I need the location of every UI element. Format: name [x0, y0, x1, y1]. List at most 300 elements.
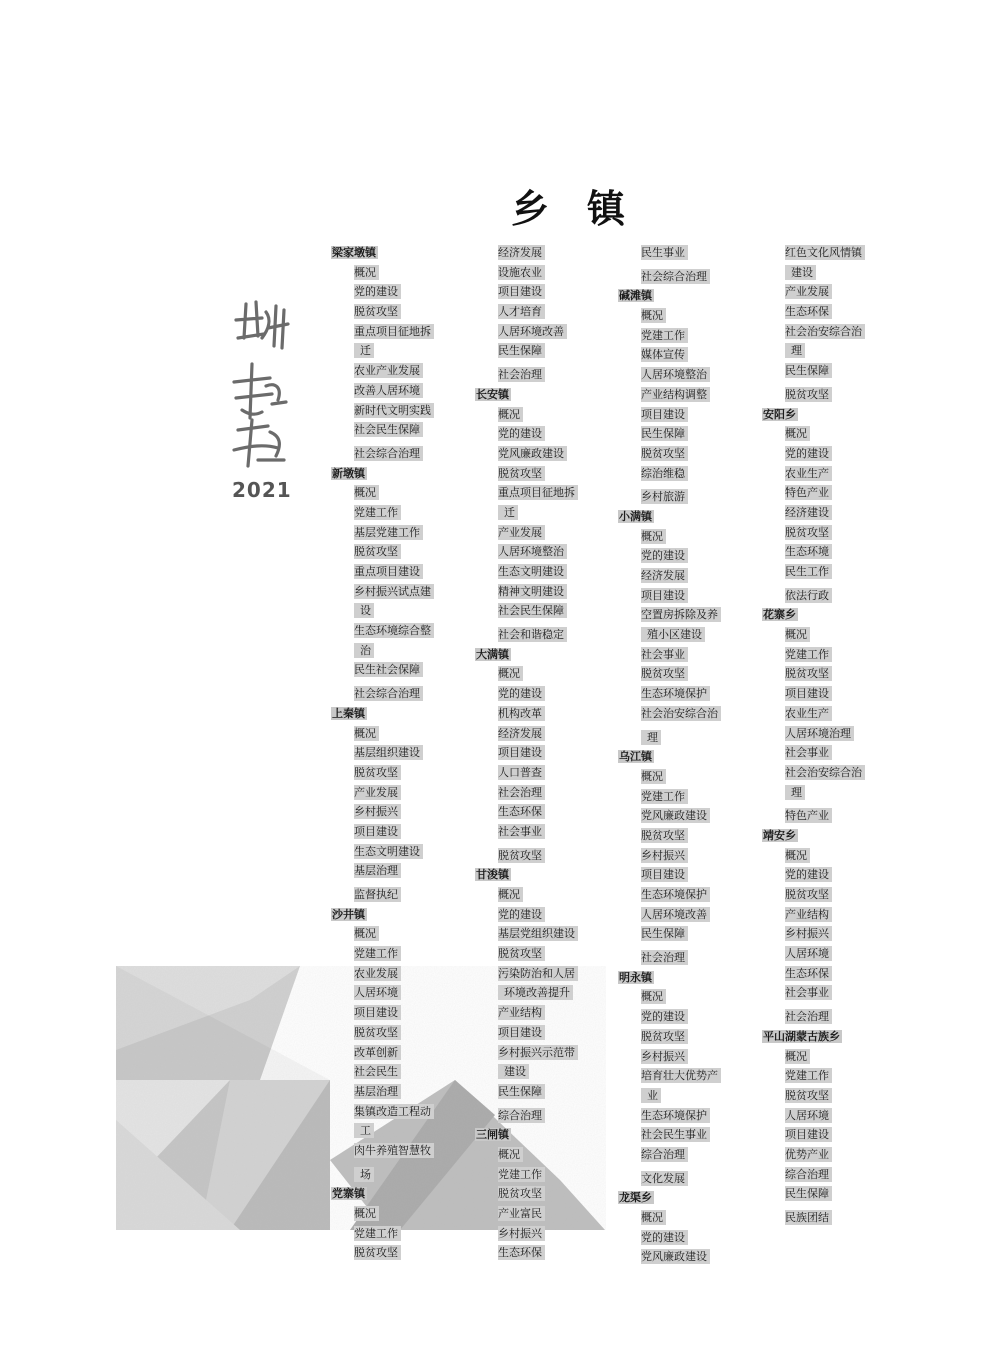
- toc-entry-label: 生态环保: [785, 304, 832, 319]
- toc-entry-label: 社会治安综合治: [785, 324, 865, 339]
- toc-entry-label: 人居环境整治: [498, 544, 567, 559]
- toc-entry-label: 概况: [641, 529, 666, 544]
- toc-entry: [762, 361, 907, 381]
- toc-entry: [475, 964, 620, 984]
- toc-town-heading: [331, 464, 476, 484]
- toc-entry-label: 党建工作: [354, 1226, 401, 1241]
- toc-entry: [618, 1145, 763, 1165]
- toc-entry: [331, 1043, 476, 1063]
- toc-entry-label: 综合治理: [785, 1167, 832, 1182]
- toc-entry-label: 理: [785, 343, 805, 358]
- toc-entry: [331, 842, 476, 862]
- toc-entry: [762, 542, 907, 562]
- toc-entry-label: 党的建设: [354, 284, 401, 299]
- toc-entry: [618, 464, 763, 484]
- toc-entry: [762, 1047, 907, 1067]
- toc-entry-label: 社会事业: [785, 745, 832, 760]
- toc-entry-label: 项目建设: [498, 284, 545, 299]
- toc-entry-label: 经济建设: [785, 505, 832, 520]
- toc-entry-label: 党风廉政建设: [641, 808, 710, 823]
- toc-entry-label: 综合治理: [641, 1147, 688, 1162]
- toc-town-heading: [762, 605, 907, 625]
- toc-town-label: 新墩镇: [332, 466, 365, 480]
- toc-entry: [475, 842, 620, 866]
- toc-entry: [331, 660, 476, 680]
- toc-entry: [475, 1204, 620, 1224]
- toc-entry: [762, 582, 907, 606]
- toc-town-heading: [475, 865, 620, 885]
- toc-entry: [331, 743, 476, 763]
- toc-entry-label: 理: [785, 785, 805, 800]
- toc-entry: [618, 566, 763, 586]
- toc-entry: [618, 1047, 763, 1067]
- toc-entry: [762, 625, 907, 645]
- toc-entry-label: 乡村振兴: [498, 1226, 545, 1241]
- toc-entry-label: 社会民生事业: [641, 1127, 710, 1142]
- toc-entry: [618, 846, 763, 866]
- toc-entry-label: 综合治理: [498, 1108, 545, 1123]
- toc-entry-label: 集镇改造工程动: [354, 1104, 434, 1119]
- toc-entry: [331, 822, 476, 842]
- toc-entry: [331, 1204, 476, 1224]
- toc-entry: [762, 302, 907, 322]
- toc-entry: [331, 1161, 476, 1185]
- toc-town-heading: [331, 1184, 476, 1204]
- toc-entry: [762, 846, 907, 866]
- toc-entry-label: 人居环境: [785, 946, 832, 961]
- toc-entry: [331, 361, 476, 381]
- toc-entry: [331, 802, 476, 822]
- toc-entry-label: 民生保障: [785, 363, 832, 378]
- toc-entry-label: 民生社会保障: [354, 662, 423, 677]
- toc-entry: [618, 1086, 763, 1106]
- toc-entry: [618, 664, 763, 684]
- toc-entry-label: 社会治安综合治: [641, 706, 721, 721]
- toc-entry: [762, 1106, 907, 1126]
- toc-entry-label: 党的建设: [498, 426, 545, 441]
- toc-entry-label: 生态环境保护: [641, 1108, 710, 1123]
- toc-entry: [475, 341, 620, 361]
- toc-entry: [331, 641, 476, 661]
- toc-entry-label: 党的建设: [498, 686, 545, 701]
- toc-entry: [475, 743, 620, 763]
- toc-town-heading: [762, 405, 907, 425]
- toc-entry-label: 项目建设: [785, 1127, 832, 1142]
- toc-entry-label: 社会和谐稳定: [498, 627, 567, 642]
- toc-entry: [618, 243, 763, 263]
- toc-entry: [762, 865, 907, 885]
- toc-entry-label: 监督执纪: [354, 887, 401, 902]
- toc-entry-label: 概况: [641, 989, 666, 1004]
- toc-entry: [762, 704, 907, 724]
- toc-entry-label: 文化发展: [641, 1171, 688, 1186]
- toc-entry: [331, 1023, 476, 1043]
- toc-entry: [475, 1145, 620, 1165]
- toc-entry-label: 党的建设: [641, 1230, 688, 1245]
- toc-entry-label: 脱贫攻坚: [641, 666, 688, 681]
- toc-entry-label: 脱贫攻坚: [354, 1025, 401, 1040]
- toc-entry: [475, 562, 620, 582]
- toc-entry: [618, 1027, 763, 1047]
- toc-entry-label: 概况: [641, 1210, 666, 1225]
- toc-entry-label: 概况: [354, 485, 379, 500]
- toc-entry-label: 民生事业: [641, 245, 688, 260]
- toc-entry-label: 人居环境: [354, 985, 401, 1000]
- toc-entry: [618, 326, 763, 346]
- toc-entry-label: 乡村振兴: [641, 1049, 688, 1064]
- toc-town-heading: [331, 704, 476, 724]
- toc-town-heading: [331, 905, 476, 925]
- toc-entry-label: 特色产业: [785, 485, 832, 500]
- toc-entry: [762, 684, 907, 704]
- toc-entry: [618, 625, 763, 645]
- toc-town-heading: [762, 1027, 907, 1047]
- toc-entry-label: 生态文明建设: [354, 844, 423, 859]
- toc-entry-label: 乡村振兴试点建: [354, 584, 434, 599]
- toc-entry-label: 空置房拆除及养: [641, 607, 721, 622]
- toc-town-heading: [762, 826, 907, 846]
- toc-entry: [331, 562, 476, 582]
- toc-entry-label: 人居环境改善: [498, 324, 567, 339]
- toc-entry-label: 建设: [785, 265, 816, 280]
- toc-entry: [475, 763, 620, 783]
- toc-entry-label: 民生工作: [785, 564, 832, 579]
- toc-entry: [331, 582, 476, 602]
- toc-entry-label: 脱贫攻坚: [498, 1186, 545, 1201]
- toc-entry-label: 依法行政: [785, 588, 832, 603]
- toc-entry-label: 重点项目征地拆: [354, 324, 434, 339]
- toc-town-label: 龙渠乡: [619, 1191, 652, 1205]
- toc-entry-label: 民生保障: [641, 426, 688, 441]
- toc-entry-label: 生态环境保护: [641, 686, 710, 701]
- toc-entry: [475, 905, 620, 925]
- toc-entry-label: 脱贫攻坚: [354, 765, 401, 780]
- toc-entry-label: 设: [354, 603, 374, 618]
- toc-entry: [762, 1165, 907, 1185]
- toc-entry-label: 民生保障: [641, 926, 688, 941]
- toc-town-label: 平山湖蒙古族乡: [763, 1029, 840, 1043]
- toc-entry-label: 社会综合治理: [641, 269, 710, 284]
- toc-entry-label: 项目建设: [785, 686, 832, 701]
- toc-entry: [618, 1066, 763, 1086]
- toc-entry-label: 基层组织建设: [354, 745, 423, 760]
- toc-entry-label: 建设: [498, 1064, 529, 1079]
- toc-entry: [331, 523, 476, 543]
- toc-entry-label: 人口普查: [498, 765, 545, 780]
- toc-entry-label: 迁: [354, 343, 374, 358]
- toc-entry-label: 社会民生保障: [498, 603, 567, 618]
- toc-entry: [618, 1165, 763, 1189]
- toc-column-3: [618, 243, 763, 1267]
- toc-town-label: 沙井镇: [332, 907, 365, 921]
- toc-entry-label: 基层党组织建设: [498, 926, 578, 941]
- toc-entry: [762, 924, 907, 944]
- toc-entry: [762, 905, 907, 925]
- toc-entry-label: 治: [354, 643, 374, 658]
- toc-entry: [331, 322, 476, 342]
- toc-entry: [762, 322, 907, 342]
- toc-entry-label: 产业结构: [498, 1005, 545, 1020]
- toc-entry-label: 概况: [498, 887, 523, 902]
- toc-entry-label: 概况: [785, 848, 810, 863]
- toc-entry: [762, 523, 907, 543]
- toc-entry-label: 社会治理: [498, 785, 545, 800]
- toc-entry-label: 党的建设: [785, 867, 832, 882]
- toc-town-label: 碱滩镇: [619, 289, 652, 303]
- toc-entry: [475, 1062, 620, 1082]
- toc-entry: [762, 763, 907, 783]
- toc-entry: [331, 680, 476, 704]
- page-title: 乡镇: [510, 186, 663, 231]
- toc-entry: [331, 964, 476, 984]
- toc-entry: [331, 1082, 476, 1102]
- toc-entry: [331, 420, 476, 440]
- toc-entry-label: 社会治理: [498, 367, 545, 382]
- toc-entry: [762, 444, 907, 464]
- toc-entry-label: 重点项目建设: [354, 564, 423, 579]
- toc-entry: [762, 645, 907, 665]
- toc-entry-label: 脱贫攻坚: [785, 387, 832, 402]
- toc-entry: [618, 767, 763, 787]
- toc-entry: [475, 1184, 620, 1204]
- toc-entry: [762, 1125, 907, 1145]
- toc-entry: [618, 306, 763, 326]
- toc-entry: [475, 684, 620, 704]
- toc-entry: [331, 724, 476, 744]
- toc-entry: [475, 783, 620, 803]
- toc-entry: [762, 483, 907, 503]
- toc-entry-label: 场: [354, 1167, 374, 1182]
- toc-entry: [331, 341, 476, 361]
- toc-entry-label: 机构改革: [498, 706, 545, 721]
- toc-entry: [618, 424, 763, 444]
- toc-entry: [331, 401, 476, 421]
- toc-entry-label: 概况: [498, 407, 523, 422]
- toc-entry-label: 设施农业: [498, 265, 545, 280]
- toc-entry: [762, 1003, 907, 1027]
- toc-town-label: 党寨镇: [332, 1187, 365, 1201]
- toc-entry: [618, 405, 763, 425]
- toc-town-heading: [618, 1188, 763, 1208]
- toc-entry: [618, 345, 763, 365]
- toc-entry: [475, 1023, 620, 1043]
- toc-entry: [762, 802, 907, 826]
- toc-entry: [331, 282, 476, 302]
- toc-entry: [618, 444, 763, 464]
- toc-entry-label: 项目建设: [641, 588, 688, 603]
- toc-entry: [475, 405, 620, 425]
- toc-entry-label: 经济发展: [641, 568, 688, 583]
- toc-entry-label: 农业生产: [785, 466, 832, 481]
- toc-entry-label: 社会事业: [785, 985, 832, 1000]
- toc-entry-label: 产业结构调整: [641, 387, 710, 402]
- toc-town-heading: [618, 286, 763, 306]
- toc-entry-label: 社会民生: [354, 1064, 401, 1079]
- toc-entry: [475, 621, 620, 645]
- toc-entry: [475, 924, 620, 944]
- toc-entry-label: 党建工作: [785, 1068, 832, 1083]
- toc-entry-label: 项目建设: [498, 1025, 545, 1040]
- toc-entry: [331, 1102, 476, 1122]
- toc-entry: [331, 1003, 476, 1023]
- toc-entry: [618, 826, 763, 846]
- toc-town-label: 三闸镇: [476, 1128, 509, 1142]
- toc-entry: [618, 987, 763, 1007]
- toc-entry: [618, 586, 763, 606]
- toc-entry: [618, 546, 763, 566]
- toc-entry-label: 基层党建工作: [354, 525, 423, 540]
- toc-town-heading: [475, 1125, 620, 1145]
- toc-entry: [475, 464, 620, 484]
- toc-entry-label: 概况: [641, 769, 666, 784]
- toc-entry: [762, 424, 907, 444]
- toc-entry: [618, 924, 763, 944]
- toc-entry: [331, 621, 476, 641]
- toc-entry-label: 基层治理: [354, 1084, 401, 1099]
- toc-entry-label: 乡村振兴: [354, 804, 401, 819]
- toc-entry: [475, 664, 620, 684]
- toc-entry-label: 乡村振兴示范带: [498, 1045, 578, 1060]
- toc-entry: [618, 1247, 763, 1267]
- toc-entry-label: 概况: [354, 926, 379, 941]
- toc-entry: [331, 861, 476, 881]
- toc-entry: [762, 783, 907, 803]
- toc-entry-label: 概况: [498, 1147, 523, 1162]
- toc-entry-label: 社会治理: [785, 1009, 832, 1024]
- toc-entry: [618, 684, 763, 704]
- toc-entry-label: 脱贫攻坚: [785, 1088, 832, 1103]
- toc-entry: [618, 806, 763, 826]
- toc-town-label: 安阳乡: [763, 407, 796, 421]
- toc-entry-label: 殖小区建设: [641, 627, 705, 642]
- toc-entry: [618, 385, 763, 405]
- toc-entry: [762, 1184, 907, 1204]
- toc-entry: [618, 483, 763, 507]
- toc-entry: [475, 704, 620, 724]
- toc-entry: [331, 302, 476, 322]
- toc-entry: [618, 1125, 763, 1145]
- toc-entry: [762, 243, 907, 263]
- toc-entry-label: 改善人居环境: [354, 383, 423, 398]
- toc-entry: [331, 924, 476, 944]
- toc-entry-label: 民生保障: [498, 1084, 545, 1099]
- toc-entry-label: 概况: [785, 1049, 810, 1064]
- toc-entry: [475, 282, 620, 302]
- toc-entry-label: 党建工作: [641, 789, 688, 804]
- toc-entry: [475, 885, 620, 905]
- toc-entry: [475, 1082, 620, 1102]
- toc-entry: [762, 341, 907, 361]
- toc-entry-label: 社会治理: [641, 950, 688, 965]
- toc-entry-label: 脱贫攻坚: [354, 544, 401, 559]
- toc-town-heading: [475, 385, 620, 405]
- toc-entry-label: 脱贫攻坚: [354, 1245, 401, 1260]
- toc-entry: [762, 964, 907, 984]
- toc-entry: [618, 704, 763, 724]
- toc-entry: [475, 322, 620, 342]
- toc-entry-label: 党建工作: [354, 505, 401, 520]
- toc-entry-label: 概况: [354, 726, 379, 741]
- toc-entry: [618, 1007, 763, 1027]
- toc-entry-label: 社会综合治理: [354, 446, 423, 461]
- logo-year: 2021: [232, 478, 292, 502]
- toc-entry: [618, 865, 763, 885]
- toc-entry-label: 概况: [354, 1206, 379, 1221]
- toc-entry-label: 脱贫攻坚: [641, 446, 688, 461]
- toc-entry: [762, 1204, 907, 1228]
- toc-entry-label: 人居环境: [785, 1108, 832, 1123]
- toc-entry: [618, 527, 763, 547]
- toc-entry: [618, 645, 763, 665]
- toc-entry: [762, 885, 907, 905]
- toc-entry-label: 生态文明建设: [498, 564, 567, 579]
- toc-entry-label: 生态环保: [498, 1245, 545, 1260]
- toc-entry-label: 产业发展: [785, 284, 832, 299]
- toc-entry-label: 社会民生保障: [354, 422, 423, 437]
- toc-town-label: 明永镇: [619, 970, 652, 984]
- toc-entry: [618, 605, 763, 625]
- toc-entry: [331, 1141, 476, 1161]
- toc-entry-label: 脱贫攻坚: [641, 1029, 688, 1044]
- toc-entry: [331, 263, 476, 283]
- toc-entry: [475, 1043, 620, 1063]
- toc-entry: [475, 302, 620, 322]
- toc-entry-label: 业: [641, 1088, 661, 1103]
- toc-entry: [475, 802, 620, 822]
- toc-entry-label: 脱贫攻坚: [498, 466, 545, 481]
- toc-entry-label: 媒体宣传: [641, 347, 688, 362]
- toc-entry-label: 党建工作: [354, 946, 401, 961]
- toc-town-heading: [331, 243, 476, 263]
- toc-entry-label: 人居环境整治: [641, 367, 710, 382]
- toc-town-label: 靖安乡: [763, 828, 796, 842]
- toc-entry: [762, 944, 907, 964]
- toc-entry: [618, 1228, 763, 1248]
- toc-entry-label: 党风廉政建设: [498, 446, 567, 461]
- toc-entry: [475, 503, 620, 523]
- toc-entry: [762, 263, 907, 283]
- toc-entry: [762, 381, 907, 405]
- toc-entry-label: 生态环保: [498, 804, 545, 819]
- toc-entry: [618, 787, 763, 807]
- toc-entry-label: 党的建设: [641, 1009, 688, 1024]
- toc-town-heading: [618, 747, 763, 767]
- toc-entry: [475, 822, 620, 842]
- toc-entry: [331, 503, 476, 523]
- toc-entry: [331, 1224, 476, 1244]
- toc-entry: [762, 664, 907, 684]
- toc-entry: [762, 1066, 907, 1086]
- toc-entry-label: 肉牛养殖智慧牧: [354, 1143, 434, 1158]
- toc-entry-label: 产业富民: [498, 1206, 545, 1221]
- toc-entry-label: 农业发展: [354, 966, 401, 981]
- toc-entry-label: 污染防治和人居: [498, 966, 578, 981]
- toc-entry-label: 概况: [641, 308, 666, 323]
- toc-column-4: [762, 243, 907, 1228]
- toc-entry: [762, 282, 907, 302]
- toc-entry-label: 脱贫攻坚: [498, 848, 545, 863]
- toc-entry: [331, 783, 476, 803]
- toc-town-label: 甘浚镇: [476, 868, 509, 882]
- toc-entry-label: 党建工作: [498, 1167, 545, 1182]
- toc-entry: [331, 763, 476, 783]
- toc-entry: [331, 1121, 476, 1141]
- toc-entry: [331, 1243, 476, 1263]
- toc-entry-label: 脱贫攻坚: [785, 887, 832, 902]
- toc-entry: [618, 365, 763, 385]
- toc-entry-label: 社会综合治理: [354, 686, 423, 701]
- toc-entry-label: 民族团结: [785, 1210, 832, 1225]
